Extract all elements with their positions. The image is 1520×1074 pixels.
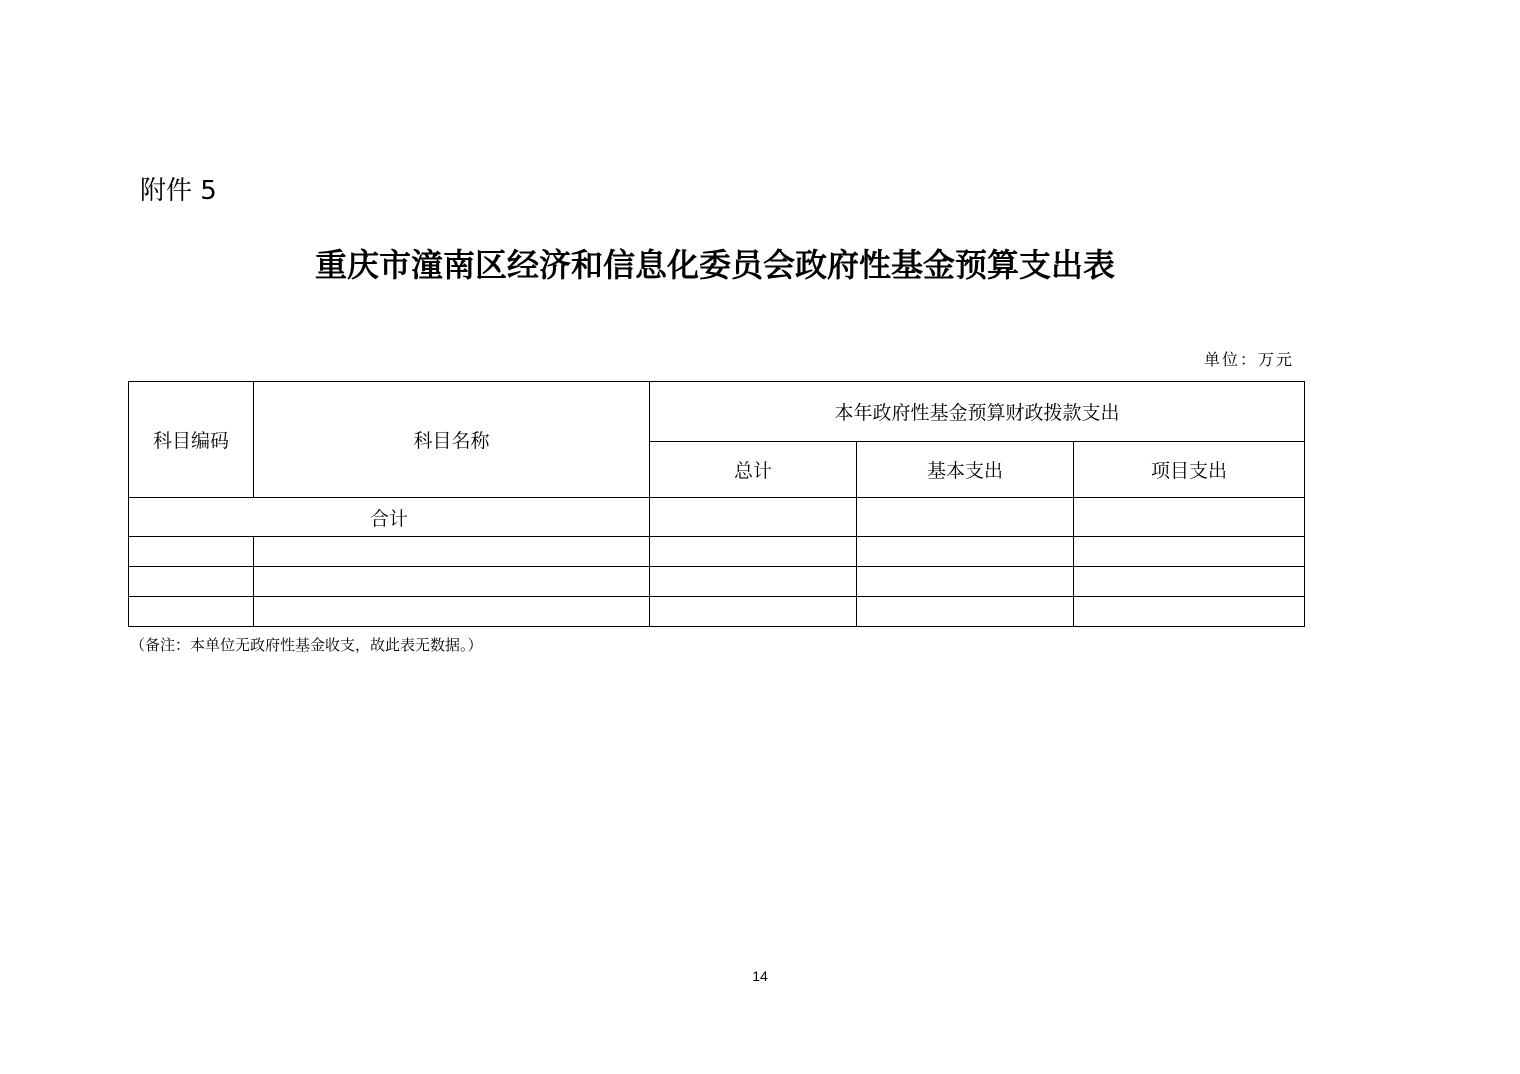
- header-project: 项目支出: [1074, 442, 1305, 498]
- table-row: [129, 597, 1305, 627]
- table-cell: [650, 498, 857, 537]
- table-cell: [254, 597, 650, 627]
- budget-table: [128, 381, 1305, 627]
- table-cell: [857, 597, 1074, 627]
- unit-label: 单位：万元: [1203, 350, 1294, 369]
- table-cell: [1074, 567, 1305, 597]
- total-row-label: 合计: [129, 498, 650, 537]
- attachment-label: 附件 5: [140, 176, 217, 206]
- table-cell: [1074, 597, 1305, 627]
- page-number: 14: [752, 968, 768, 984]
- table-cell: [857, 537, 1074, 567]
- table-cell: [857, 567, 1074, 597]
- table-cell: [1074, 498, 1305, 537]
- table-cell: [129, 537, 254, 567]
- header-group: 本年政府性基金预算财政拨款支出: [650, 382, 1305, 442]
- table-row: [129, 567, 1305, 597]
- header-basic: 基本支出: [857, 442, 1074, 498]
- table-note: （备注：本单位无政府性基金收支，故此表无数据。）: [130, 636, 483, 654]
- table-cell: [129, 567, 254, 597]
- table-header-row: [129, 382, 1305, 442]
- table-cell: [1074, 537, 1305, 567]
- header-total: 总计: [650, 442, 857, 498]
- table-cell: [650, 537, 857, 567]
- table-cell: [254, 537, 650, 567]
- table-cell: [650, 597, 857, 627]
- document-title: 重庆市潼南区经济和信息化委员会政府性基金预算支出表: [314, 246, 1115, 284]
- table-cell: [129, 597, 254, 627]
- table-cell: [650, 567, 857, 597]
- header-name: 科目名称: [254, 382, 650, 498]
- table-cell: [857, 498, 1074, 537]
- header-code: 科目编码: [129, 382, 254, 498]
- table-total-row: [129, 498, 1305, 537]
- table-cell: [254, 567, 650, 597]
- table-row: [129, 537, 1305, 567]
